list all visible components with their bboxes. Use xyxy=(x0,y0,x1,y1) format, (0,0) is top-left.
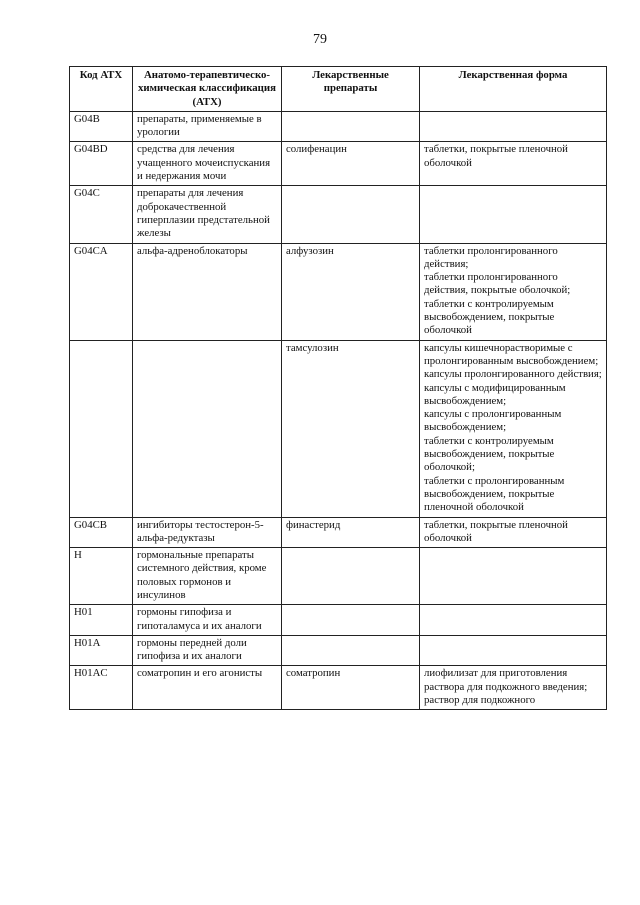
atx-code-cell: G04CB xyxy=(70,517,133,548)
table-row xyxy=(70,186,607,243)
table-row xyxy=(70,666,607,710)
atx-code-cell: H xyxy=(70,548,133,605)
classification-cell xyxy=(133,340,282,517)
atx-drug-table xyxy=(69,66,607,710)
atx-code-cell: H01 xyxy=(70,605,133,636)
classification-cell: гормоны гипофиза и гипоталамуса и их аналоги xyxy=(133,605,282,636)
table-row xyxy=(70,142,607,186)
dosage-form-item: таблетки с контролируемым высвобождением, покрытые оболочкой; xyxy=(424,434,555,474)
atx-code-cell: H01A xyxy=(70,635,133,666)
classification-cell: гормоны передней доли гипофиза и их аналоги xyxy=(133,635,282,666)
dosage-form-item: таблетки, покрытые пленочной оболочкой xyxy=(424,143,568,169)
dosage-form-item: таблетки с контролируемым высвобождением, покрытые оболочкой xyxy=(424,297,555,337)
atx-code-cell xyxy=(70,340,133,517)
dosage-form-cell xyxy=(420,517,607,548)
drug-cell xyxy=(282,635,420,666)
table-row xyxy=(70,548,607,605)
atx-code-cell: H01AC xyxy=(70,666,133,710)
drug-cell: соматропин xyxy=(282,666,420,710)
dosage-form-item: капсулы с пролонгированным высвобождением; xyxy=(424,408,562,434)
classification-cell: альфа-адреноблокаторы xyxy=(133,243,282,340)
table-row xyxy=(70,340,607,517)
table-row xyxy=(70,243,607,340)
dosage-form-item: капсулы кишечнорастворимые с пролонгированным высвобождением; xyxy=(424,341,599,367)
drug-cell xyxy=(282,548,420,605)
dosage-form-item: таблетки с пролонгированным высвобождением, покрытые пленочной оболочкой xyxy=(424,474,565,514)
dosage-form-cell xyxy=(420,666,607,710)
dosage-form-cell xyxy=(420,142,607,186)
drug-cell xyxy=(282,605,420,636)
classification-cell: ингибиторы тестостерон-5-альфа-редуктазы xyxy=(133,517,282,548)
classification-cell: препараты, применяемые в урологии xyxy=(133,111,282,142)
dosage-form-cell xyxy=(420,635,607,666)
dosage-form-item: таблетки пролонгированного действия, покрытые оболочкой; xyxy=(424,271,571,297)
dosage-form-item: таблетки, покрытые пленочной оболочкой xyxy=(424,518,568,544)
dosage-form-cell xyxy=(420,111,607,142)
classification-cell: гормональные препараты системного действия, кроме половых гормонов и инсулинов xyxy=(133,548,282,605)
dosage-form-item: лиофилизат для приготовления раствора для подкожного введения; xyxy=(424,667,588,693)
header-classification: Анатомо-терапевтическо-химическая классификация (АТХ) xyxy=(133,67,282,112)
drug-cell: солифенацин xyxy=(282,142,420,186)
dosage-form-item: капсулы с модифицированным высвобождением; xyxy=(424,381,566,407)
classification-cell: препараты для лечения доброкачественной гиперплазии предстательной железы xyxy=(133,186,282,243)
classification-cell: средства для лечения учащенного мочеиспускания и недержания мочи xyxy=(133,142,282,186)
header-code: Код АТХ xyxy=(70,67,133,112)
dosage-form-item: таблетки пролонгированного действия; xyxy=(424,244,558,270)
atx-code-cell: G04BD xyxy=(70,142,133,186)
drug-cell xyxy=(282,186,420,243)
classification-cell: соматропин и его агонисты xyxy=(133,666,282,710)
dosage-form-cell xyxy=(420,548,607,605)
dosage-form-cell xyxy=(420,243,607,340)
atx-code-cell: G04CA xyxy=(70,243,133,340)
atx-code-cell: G04C xyxy=(70,186,133,243)
dosage-form-item: капсулы пролонгированного действия; xyxy=(424,368,602,381)
table-row xyxy=(70,635,607,666)
table-header-row xyxy=(70,67,607,112)
drug-cell: алфузозин xyxy=(282,243,420,340)
table-row xyxy=(70,111,607,142)
atx-code-cell: G04B xyxy=(70,111,133,142)
dosage-form-cell xyxy=(420,340,607,517)
page-number: 79 xyxy=(313,32,327,47)
dosage-form-item: раствор для подкожного xyxy=(424,694,536,707)
dosage-form-cell xyxy=(420,186,607,243)
drug-cell: финастерид xyxy=(282,517,420,548)
header-dosage-form: Лекарственная форма xyxy=(420,67,607,112)
table-row xyxy=(70,517,607,548)
table-body xyxy=(70,111,607,709)
table-row xyxy=(70,605,607,636)
dosage-form-cell xyxy=(420,605,607,636)
header-drugs: Лекарственные препараты xyxy=(282,67,420,112)
drug-cell xyxy=(282,111,420,142)
drug-cell: тамсулозин xyxy=(282,340,420,517)
